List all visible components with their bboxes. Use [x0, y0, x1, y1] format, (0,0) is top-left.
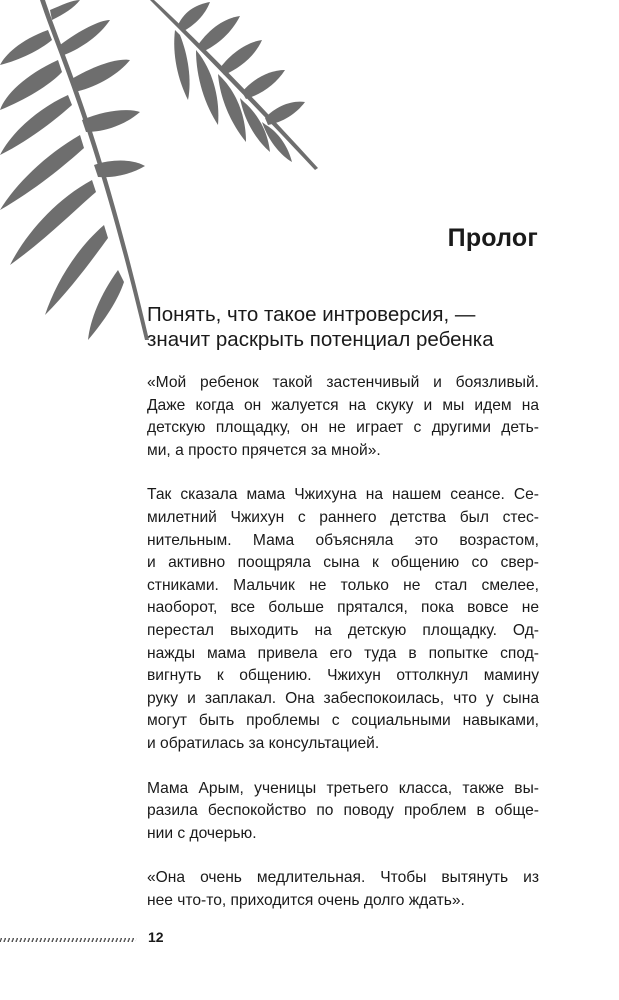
- paragraph-2: [147, 484, 539, 755]
- text-line: Так сказала мама Чжихуна на нашем сеансе. Се-: [147, 486, 539, 504]
- text-line: вигнуть к общению. Чжихун оттолкнул мамину: [147, 667, 539, 685]
- subtitle-line: значит раскрыть потенциал ребенка: [147, 328, 494, 351]
- chapter-title: Пролог: [447, 224, 538, 252]
- text-line: милетний Чжихун с раннего детства был стес-: [147, 508, 539, 526]
- page-footer: [0, 928, 619, 948]
- text-line: нии с дочерью.: [147, 824, 257, 842]
- text-line: и обратилась за консультацией.: [147, 734, 380, 752]
- text-line: Даже когда он жалуется на скуку и мы идем на: [147, 396, 539, 414]
- subtitle-line: Понять, что такое интроверсия, —: [147, 303, 476, 326]
- text-line: руку и заплакал. Она забеспокоилась, что у сына: [147, 689, 539, 707]
- text-line: нее что-то, приходится очень долго ждать».: [147, 891, 465, 909]
- paragraph-3: [147, 778, 539, 846]
- chapter-subtitle: [147, 302, 547, 352]
- text-line: могут быть проблемы с социальными навыками,: [147, 712, 539, 730]
- paragraph-4: [147, 867, 539, 912]
- paragraph-1: [147, 372, 539, 462]
- page-number: 12: [148, 929, 164, 945]
- text-line: перестал выходить на детскую площадку. Од-: [147, 621, 539, 639]
- body-text: [147, 372, 539, 934]
- text-line: детскую площадку, он не играет с другими деть-: [147, 419, 539, 437]
- dotted-rule: [0, 938, 137, 942]
- text-line: и активно поощряла сына к общению со свер-: [147, 554, 539, 572]
- text-line: «Мой ребенок такой застенчивый и боязливый.: [147, 374, 539, 391]
- text-line: нительным. Мама объясняла это возрастом,: [147, 531, 539, 549]
- text-line: Мама Арым, ученицы третьего класса, также вы-: [147, 779, 539, 797]
- text-line: «Она очень медлительная. Чтобы вытянуть из: [147, 869, 539, 887]
- text-line: ми, а просто прячется за мной».: [147, 441, 381, 459]
- text-line: нажды мама привела его туда в попытке спод-: [147, 644, 539, 662]
- palm-leaves-icon: [0, 0, 330, 340]
- text-line: разила беспокойство по поводу проблем в обще-: [147, 802, 539, 820]
- text-line: стниками. Мальчик не только не стал смелее,: [147, 576, 539, 594]
- text-line: наоборот, все больше прятался, пока вовсе не: [147, 599, 539, 617]
